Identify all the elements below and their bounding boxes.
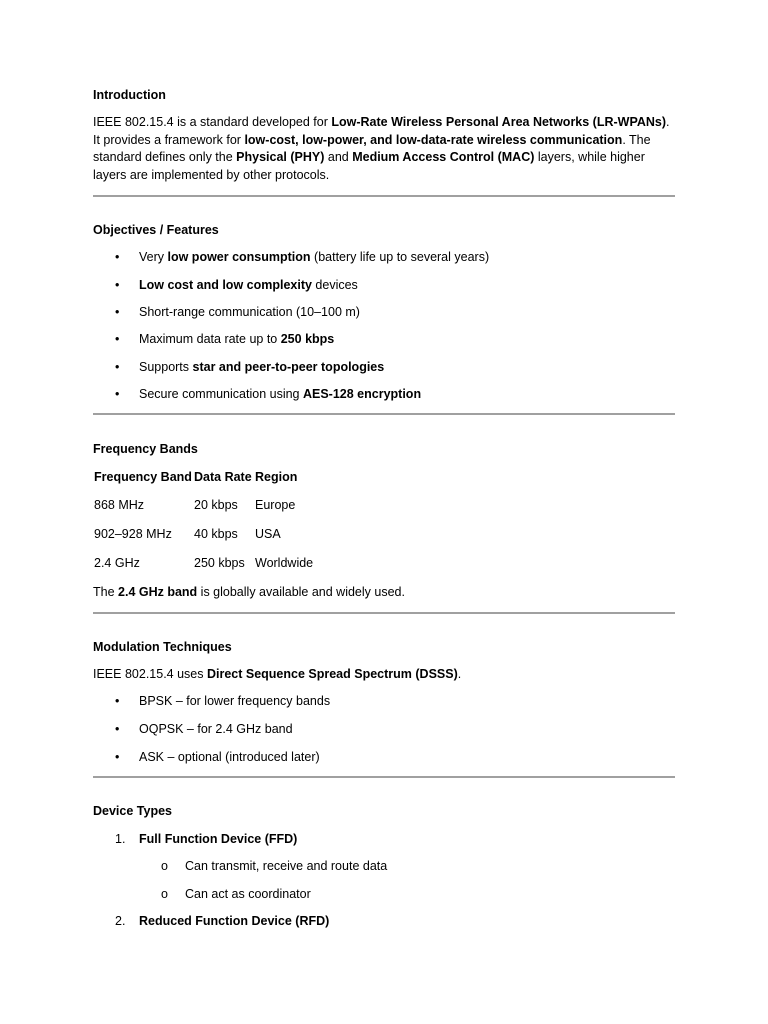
- list-item-text: Secure communication using AES-128 encryption: [139, 387, 422, 401]
- sub-bullet-marker: o: [161, 859, 168, 873]
- table-cell: 2.4 GHz: [94, 556, 140, 570]
- bullet-marker: •: [115, 722, 120, 736]
- section-heading-objectives: Objectives / Features: [93, 223, 219, 237]
- bullet-marker: •: [115, 360, 120, 374]
- table-cell: 868 MHz: [94, 498, 145, 512]
- text-run: . The standard defines only the: [93, 132, 651, 164]
- list-item: [93, 331, 675, 349]
- bullet-marker: •: [115, 694, 120, 708]
- table-cell: Europe: [255, 498, 296, 512]
- sub-list-item: [93, 886, 675, 904]
- bullet-marker: •: [115, 250, 120, 264]
- list-item-text: BPSK – for lower frequency bands: [139, 694, 331, 708]
- list-item: [93, 721, 675, 739]
- list-item-text: Short-range communication (10–100 m): [139, 305, 360, 319]
- bold-run: Low-Rate Wireless Personal Area Networks (LR-WPANs): [331, 115, 667, 129]
- table-row: [93, 497, 335, 526]
- horizontal-rule: [93, 612, 675, 614]
- text-run: and: [324, 150, 353, 164]
- list-item-text: Full Function Device (FFD): [139, 832, 298, 846]
- table-row: [93, 526, 335, 555]
- introduction-paragraph: [93, 114, 675, 184]
- list-item-text: ASK – optional (introduced later): [139, 750, 320, 764]
- bullet-marker: •: [115, 750, 120, 764]
- modulation-intro: IEEE 802.15.4 uses Direct Sequence Spread Spectrum (DSSS).: [93, 667, 462, 681]
- list-item-text: Maximum data rate up to 250 kbps: [139, 332, 335, 346]
- text-run: layers, while higher layers are implemented by other protocols.: [93, 150, 645, 182]
- list-item-text: Low cost and low complexity devices: [139, 278, 358, 292]
- table-cell: Worldwide: [255, 556, 314, 570]
- list-item-text: Reduced Function Device (RFD): [139, 914, 330, 928]
- table-cell: 250 kbps: [194, 556, 245, 570]
- numbered-list-item: [93, 831, 675, 849]
- table-row: [93, 555, 335, 584]
- list-item-text: OQPSK – for 2.4 GHz band: [139, 722, 293, 736]
- list-item: [93, 277, 675, 295]
- section-heading-introduction: Introduction: [93, 88, 166, 102]
- list-item: [93, 749, 675, 767]
- bullet-marker: •: [115, 332, 120, 346]
- text-run: . It provides a framework for: [93, 115, 670, 147]
- sub-list-item: [93, 858, 675, 876]
- section-heading-device-types: Device Types: [93, 804, 172, 818]
- list-number: 2.: [115, 914, 126, 928]
- table-cell: 40 kbps: [194, 527, 238, 541]
- list-item: [93, 386, 675, 404]
- bold-run: Physical (PHY): [236, 150, 325, 164]
- list-item-text: Supports star and peer-to-peer topologies: [139, 360, 385, 374]
- table-cell: 20 kbps: [194, 498, 238, 512]
- bullet-marker: •: [115, 387, 120, 401]
- document-page: [93, 0, 675, 1024]
- text-run: IEEE 802.15.4 is a standard developed for: [93, 115, 332, 129]
- horizontal-rule: [93, 413, 675, 415]
- section-heading-modulation: Modulation Techniques: [93, 640, 232, 654]
- table-cell: USA: [255, 527, 281, 541]
- bullet-marker: •: [115, 305, 120, 319]
- list-item: [93, 693, 675, 711]
- frequency-bands-note: The 2.4 GHz band is globally available and widely used.: [93, 585, 405, 599]
- table-cell: 902–928 MHz: [94, 527, 172, 541]
- numbered-list-item: [93, 913, 675, 931]
- list-item: [93, 304, 675, 322]
- section-heading-frequency-bands: Frequency Bands: [93, 442, 198, 456]
- list-item: [93, 249, 675, 267]
- sub-list-item-text: Can transmit, receive and route data: [185, 859, 388, 873]
- list-item: [93, 359, 675, 377]
- column-header: Data Rate: [194, 470, 252, 484]
- horizontal-rule: [93, 776, 675, 778]
- bullet-marker: •: [115, 278, 120, 292]
- horizontal-rule: [93, 195, 675, 197]
- table-header-row: [93, 469, 335, 497]
- column-header: Region: [255, 470, 298, 484]
- list-item-text: Very low power consumption (battery life up to several years): [139, 250, 490, 264]
- list-number: 1.: [115, 832, 126, 846]
- sub-bullet-marker: o: [161, 887, 168, 901]
- bold-run: low-cost, low-power, and low-data-rate wireless communication: [244, 132, 623, 147]
- frequency-bands-table: [93, 469, 335, 584]
- bold-run: Medium Access Control (MAC): [352, 150, 535, 164]
- sub-list-item-text: Can act as coordinator: [185, 887, 311, 901]
- column-header: Frequency Band: [94, 470, 192, 484]
